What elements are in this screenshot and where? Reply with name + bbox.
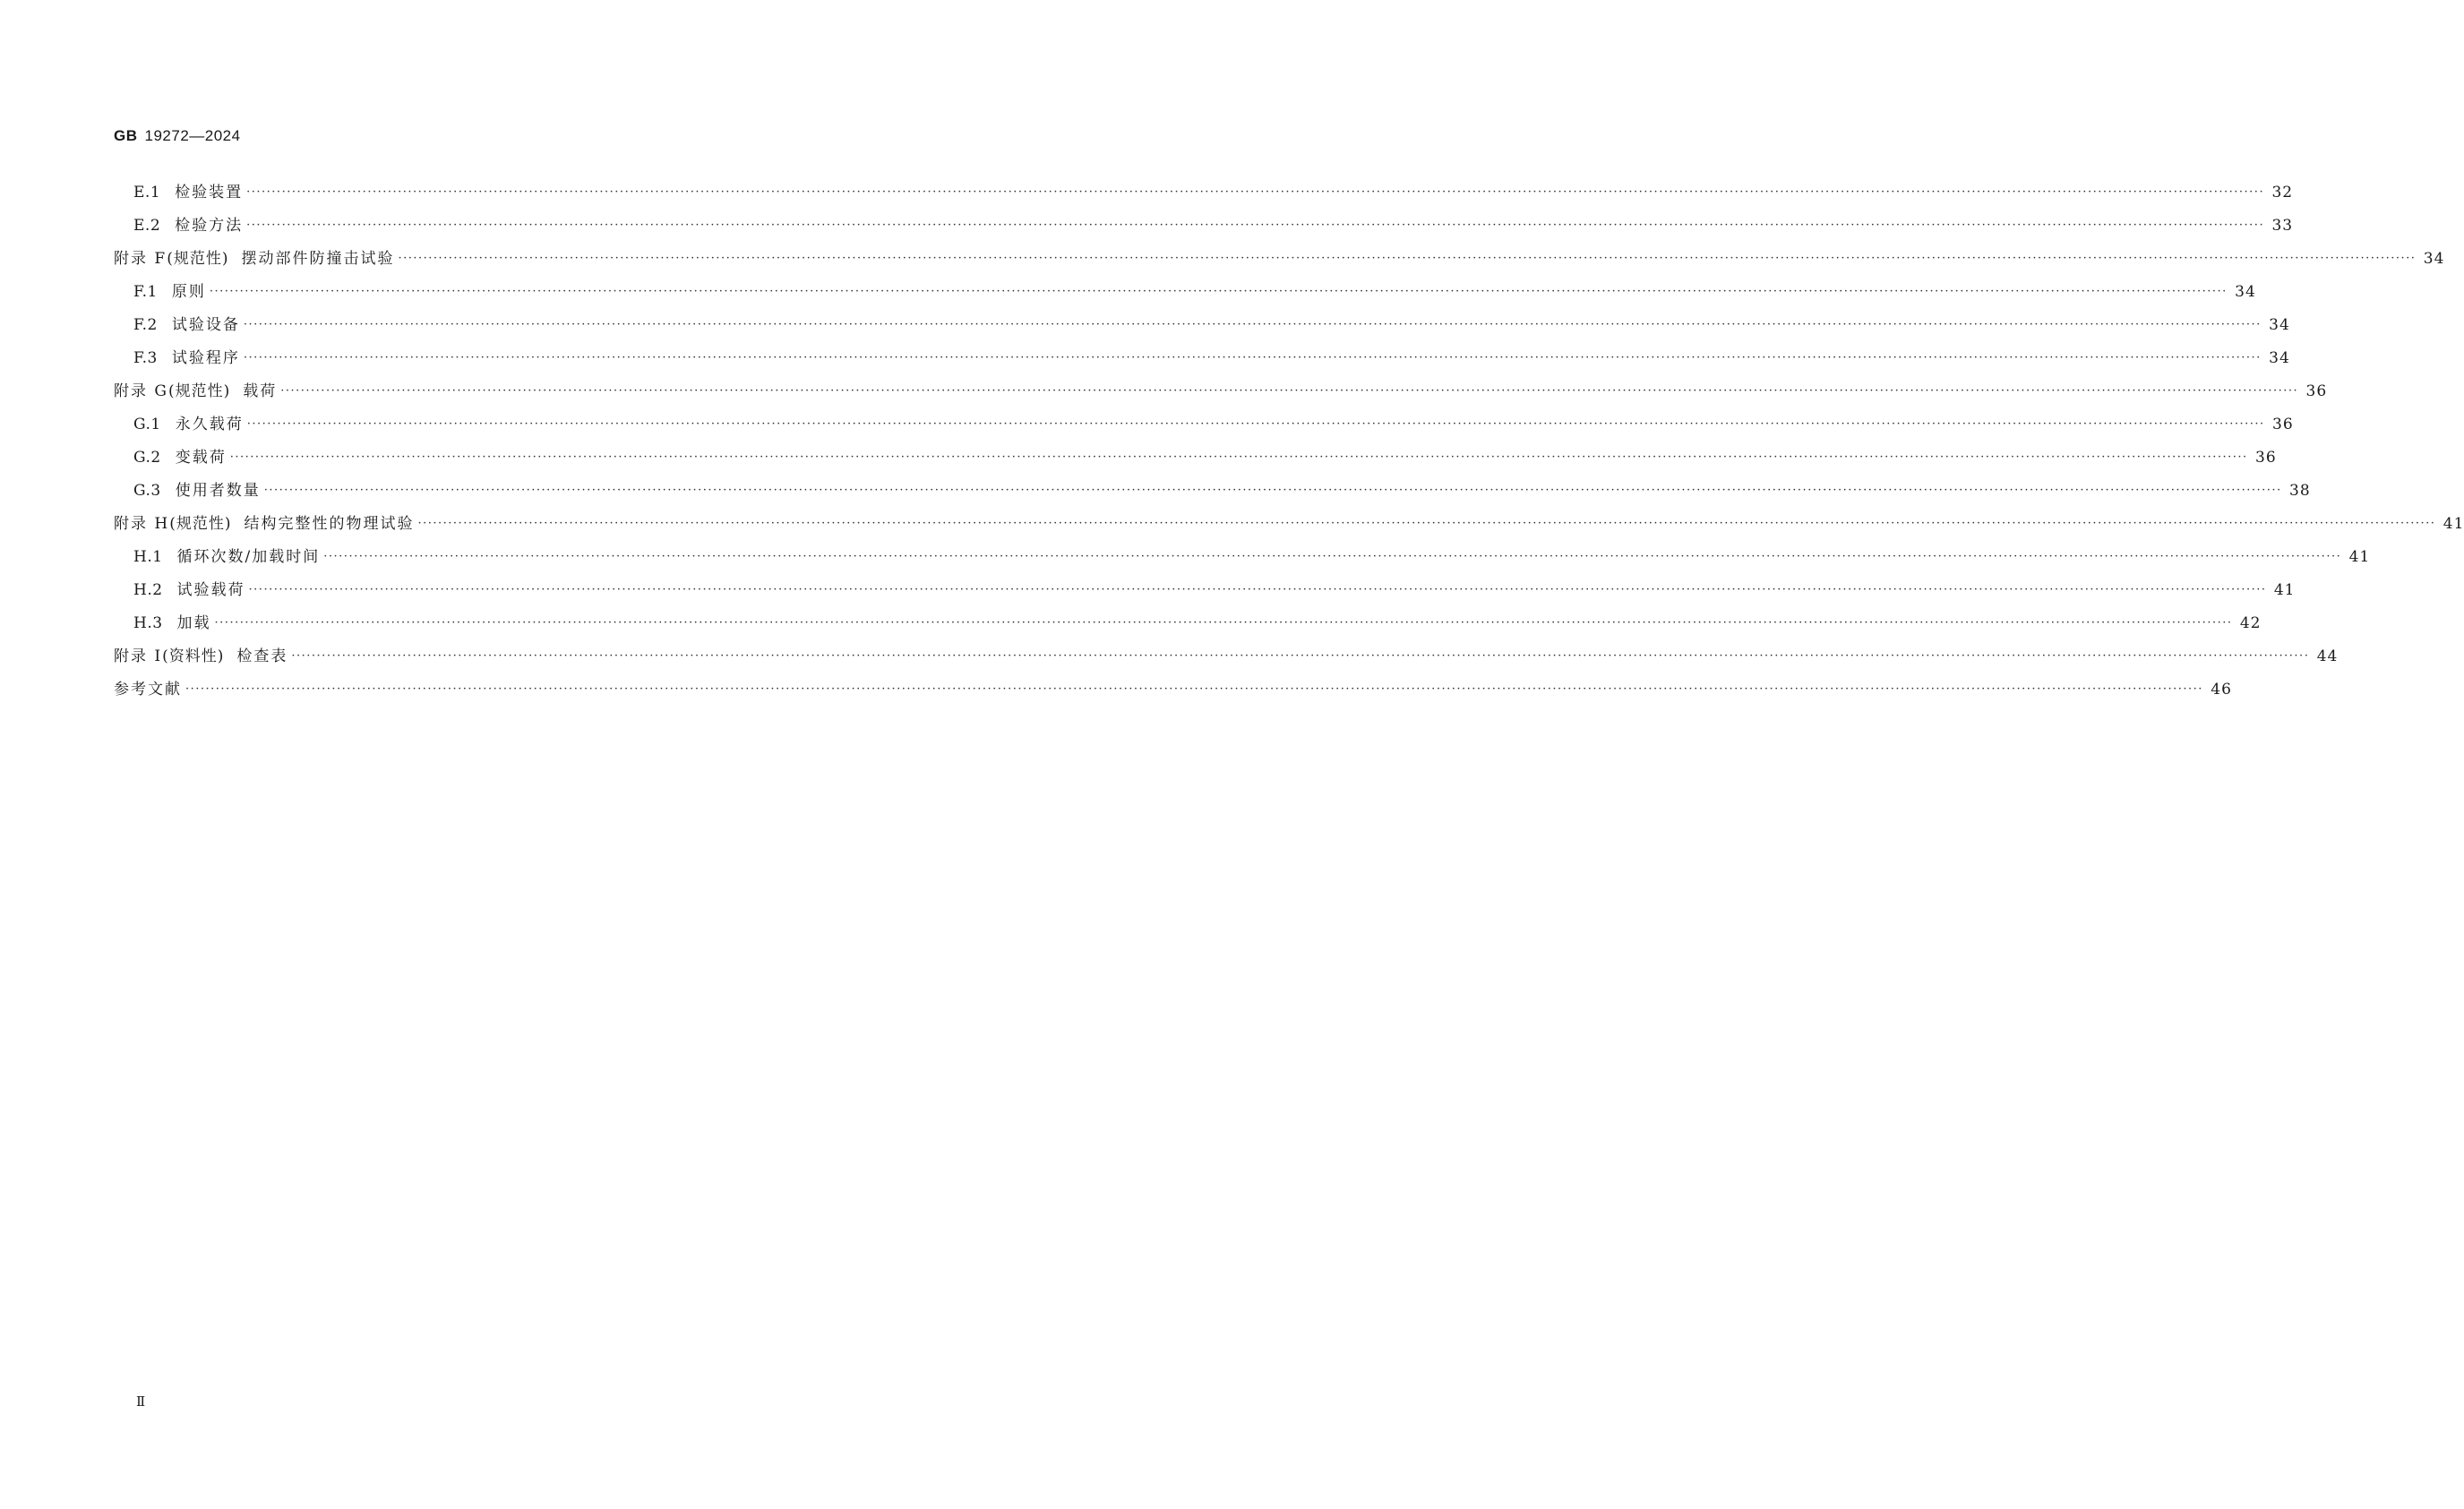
toc-annex-label: 附录 G [114,382,168,400]
toc-page-number: 34 [2235,282,2256,301]
toc-number: G.2 [133,448,161,467]
toc-title: 试验载荷 [176,580,245,599]
toc-number: H.3 [133,613,163,632]
toc-page-number: 32 [2271,183,2294,201]
toc-page-number: 41 [2348,547,2371,566]
toc-leader-dots: ················································································································································································································································································································································································································ [243,350,2262,364]
toc-number: G.3 [133,481,161,500]
toc-annex-entry[interactable] [114,374,2328,407]
toc-leader-dots: ················································································································································································································································································································································································································ [263,483,2282,497]
toc-title: 结构完整性的物理试验 [244,514,415,533]
table-of-contents [114,176,2464,706]
toc-leader-dots: ················································································································································································································································································································································································································ [229,450,2248,464]
toc-page-number: 38 [2289,481,2311,500]
toc-number: G.1 [133,415,161,433]
toc-entry[interactable] [114,275,2256,308]
toc-annex-entry[interactable] [114,242,2445,275]
toc-number: F.3 [133,348,158,367]
toc-number: F.2 [133,315,158,334]
toc-title: 试验设备 [171,315,240,334]
toc-entry[interactable] [114,441,2277,474]
toc-leader-dots: ················································································································································································································································································································································································································ [246,416,2265,431]
toc-leader-dots: ················································································································································································································································································································································································································ [280,383,2299,398]
toc-page-number: 34 [2423,249,2445,268]
toc-page-number: 46 [2211,680,2232,699]
toc-page-number: 44 [2316,647,2339,665]
toc-annex-class: (规范性) [167,382,231,400]
toc-number: H.2 [133,580,163,599]
toc-title: 原则 [171,282,206,301]
toc-entry[interactable] [114,540,2371,573]
toc-entry[interactable] [114,341,2290,374]
toc-page-number: 34 [2269,348,2290,367]
toc-page-number: 41 [2443,514,2464,533]
toc-leader-dots: ················································································································································································································································································································································································································ [209,284,2228,298]
toc-annex-label: 附录 F [114,249,167,268]
toc-title: 载荷 [243,382,278,400]
toc-number: E.1 [133,183,161,201]
toc-leader-dots: ················································································································································································································································································································································································································ [323,549,2342,563]
toc-page-number: 36 [2255,448,2277,467]
toc-title: 永久载荷 [175,415,244,433]
toc-title: 加载 [176,613,211,632]
toc-leader-dots: ················································································································································································································································································································································································································ [291,648,2310,663]
toc-title: 变载荷 [175,448,227,467]
toc-entry[interactable] [114,407,2294,441]
page-number-footer: Ⅱ [136,1393,146,1410]
toc-page-number: 41 [2273,580,2296,599]
toc-entry[interactable] [114,209,2294,242]
toc-leader-dots: ················································································································································································································································································································································································································ [417,516,2436,530]
toc-page-number: 36 [2305,382,2328,400]
toc-annex-class: (规范性) [169,514,232,533]
toc-page-number: 42 [2239,613,2262,632]
toc-number: E.2 [133,216,161,235]
toc-annex-entry[interactable] [114,507,2464,540]
toc-annex-entry[interactable] [114,639,2339,673]
toc-title: 检验方法 [175,216,244,235]
toc-annex-class: (资料性) [162,647,225,665]
toc-title: 试验程序 [171,348,240,367]
toc-page-number: 36 [2272,415,2294,433]
toc-annex-class: (规范性) [167,249,229,268]
toc-number: F.1 [133,282,158,301]
toc-leader-dots: ················································································································································································································································································································································································································ [246,184,2265,199]
toc-leader-dots: ················································································································································································································································································································································································································ [398,251,2417,265]
toc-leader-dots: ················································································································································································································································································································································································································ [246,218,2265,232]
toc-entry[interactable] [114,176,2294,209]
toc-title: 摆动部件防撞击试验 [241,249,395,268]
toc-title: 检验装置 [175,183,244,201]
toc-entry[interactable] [114,474,2311,507]
toc-leader-dots: ················································································································································································································································································································································································································ [248,582,2267,596]
toc-number: H.1 [133,547,163,566]
toc-title: 使用者数量 [175,481,261,500]
toc-entry[interactable] [114,606,2262,639]
standard-header [114,127,241,145]
toc-annex-label: 附录 H [114,514,170,533]
toc-bibliography-entry[interactable] [114,673,2232,706]
toc-title: 检查表 [236,647,288,665]
toc-page-number: 33 [2271,216,2294,235]
toc-leader-dots: ················································································································································································································································································································································································································ [185,682,2203,696]
toc-leader-dots: ················································································································································································································································································································································································································ [243,317,2262,331]
toc-entry[interactable] [114,308,2290,341]
standard-number: 19272—2024 [144,127,241,144]
toc-page-number: 34 [2269,315,2290,334]
toc-leader-dots: ················································································································································································································································································································································································································ [214,615,2233,630]
toc-title: 参考文献 [114,680,182,699]
toc-title: 循环次数/加载时间 [176,547,321,566]
toc-entry[interactable] [114,573,2296,606]
standard-prefix: GB [114,127,138,144]
toc-annex-label: 附录 I [114,647,163,665]
